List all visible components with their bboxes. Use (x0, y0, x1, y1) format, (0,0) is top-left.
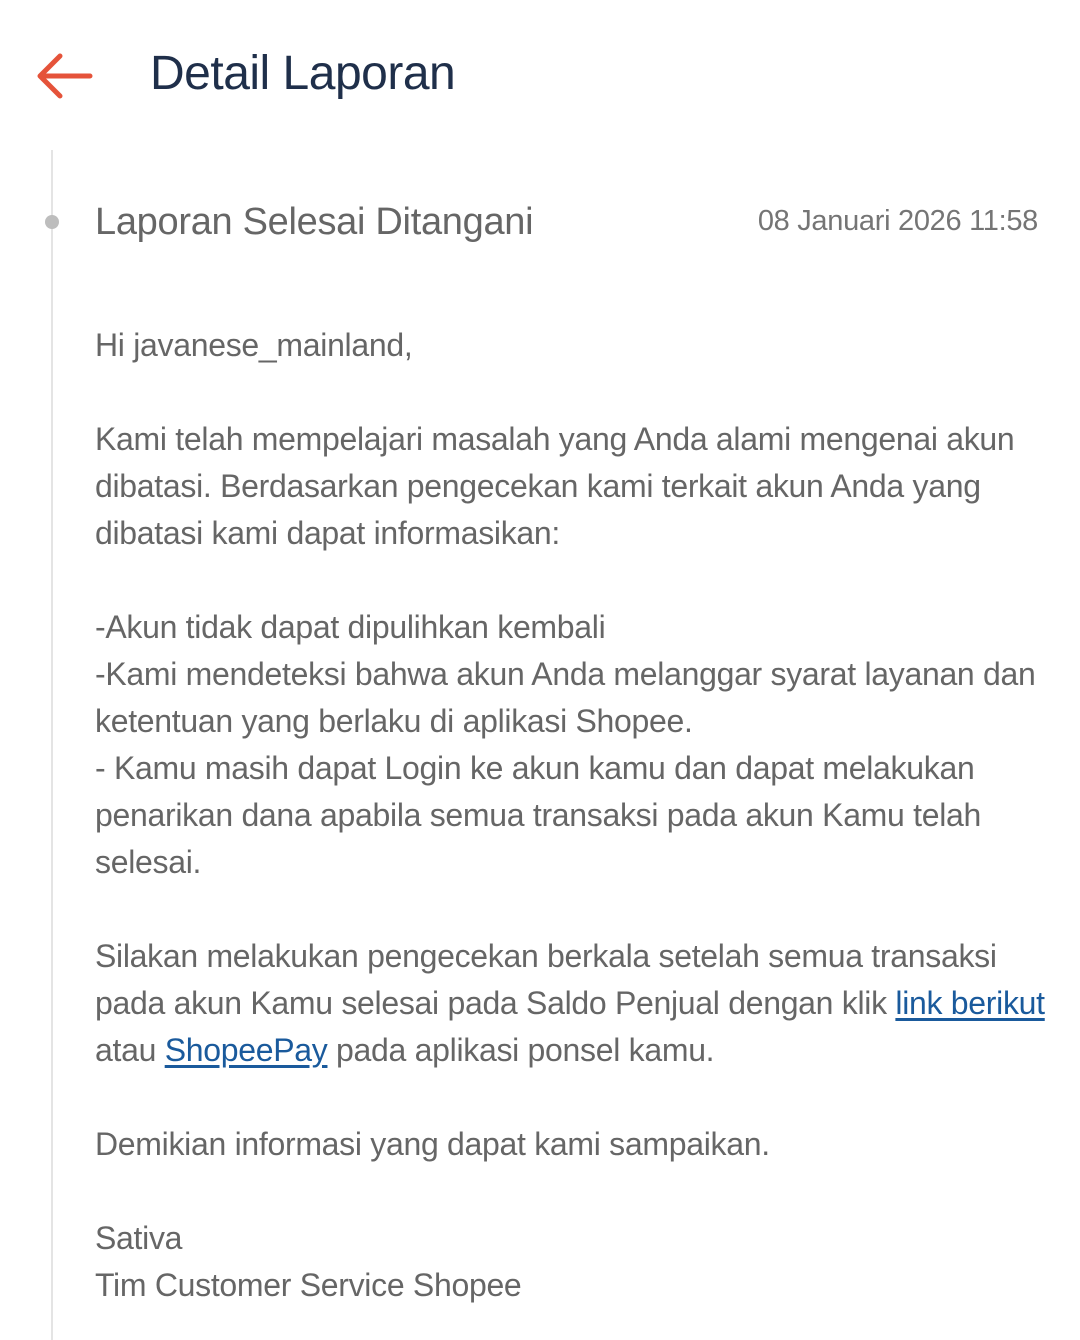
message-check-instructions (95, 933, 1045, 1074)
signature-team: Tim Customer Service Shopee (95, 1267, 522, 1303)
check-text-middle: atau (95, 1032, 165, 1068)
signature-name: Sativa (95, 1220, 183, 1256)
back-button[interactable] (30, 46, 100, 106)
timeline-dot (45, 215, 59, 229)
report-message (95, 322, 1045, 1309)
message-point: - Kamu masih dapat Login ke akun kamu dan dapat melakukan penarikan dana apabila semua transaksi pada akun Kamu telah selesai. (95, 750, 982, 880)
report-status-title: Laporan Selesai Ditangani (95, 201, 534, 243)
message-point: -Akun tidak dapat dipulihkan kembali (95, 609, 606, 645)
app-header (0, 0, 1080, 150)
arrow-left-icon (30, 46, 100, 106)
check-text-before: Silakan melakukan pengecekan berkala setelah semua transaksi pada akun Kamu selesai pada Saldo Penjual dengan klik (95, 938, 997, 1021)
check-text-after: pada aplikasi ponsel kamu. (327, 1032, 715, 1068)
report-timestamp: 08 Januari 2026 11:58 (757, 205, 1038, 237)
message-greeting: Hi javanese_mainland, (95, 327, 413, 363)
page-title: Detail Laporan (150, 47, 456, 100)
message-closing: Demikian informasi yang dapat kami sampaikan. (95, 1126, 770, 1162)
timeline-line (51, 150, 53, 1340)
message-point: -Kami mendeteksi bahwa akun Anda melanggar syarat layanan dan ketentuan yang berlaku di aplikasi Shopee. (95, 656, 1036, 739)
message-intro: Kami telah mempelajari masalah yang Anda alami mengenai akun dibatasi. Berdasarkan pengecekan kami terkait akun Anda yang dibatasi kami dapat informasikan: (95, 421, 1015, 551)
link-berikut[interactable]: link berikut (895, 985, 1045, 1021)
shopeepay-link[interactable]: ShopeePay (164, 1032, 328, 1068)
